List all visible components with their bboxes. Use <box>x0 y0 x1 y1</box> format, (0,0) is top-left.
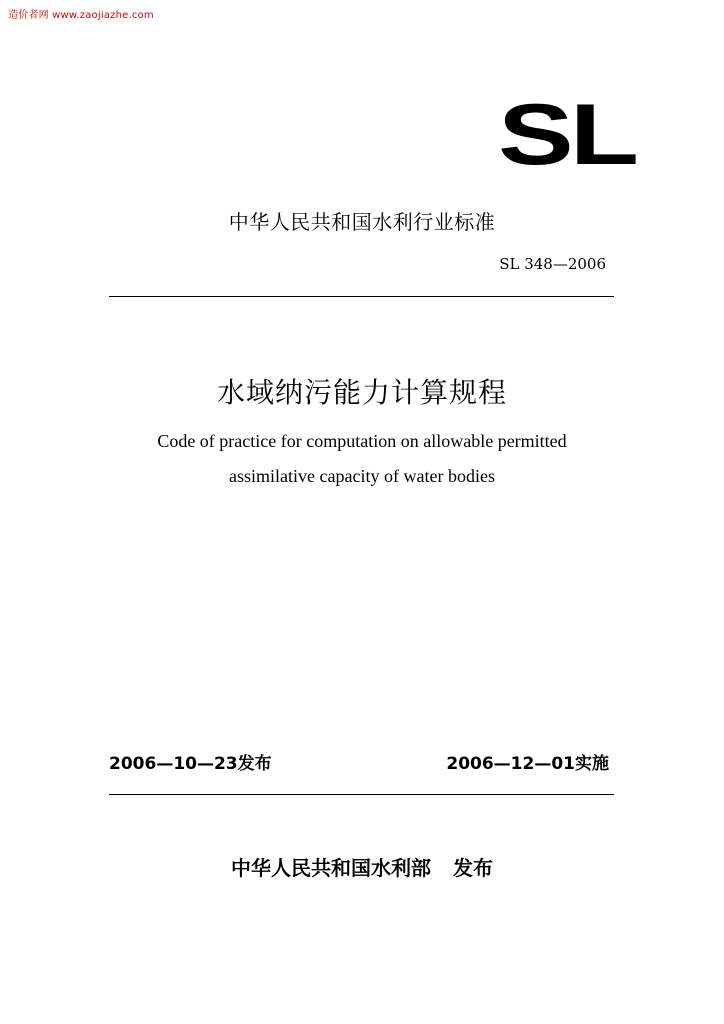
publisher-line <box>0 852 724 881</box>
document-title-english-line1: Code of practice for computation on allowable permitted <box>157 431 567 451</box>
document-title-english-line2: assimilative capacity of water bodies <box>229 466 495 486</box>
document-title-chinese: 水域纳污能力计算规程 <box>216 376 507 409</box>
sl-logo: SL <box>498 87 636 183</box>
watermark-text: 造价者网 www.zaojiazhe.com <box>8 10 154 21</box>
publisher-name: 中华人民共和国水利部 <box>231 856 431 880</box>
standard-class-title: 中华人民共和国水利行业标准 <box>228 210 496 234</box>
implementation-date: 2006—12—01实施 <box>446 754 609 774</box>
publisher-action: 发布 <box>453 856 493 880</box>
standard-number: SL 348—2006 <box>499 255 606 273</box>
bottom-divider <box>109 794 614 795</box>
top-divider <box>109 296 614 297</box>
issue-date: 2006—10—23发布 <box>109 754 272 774</box>
